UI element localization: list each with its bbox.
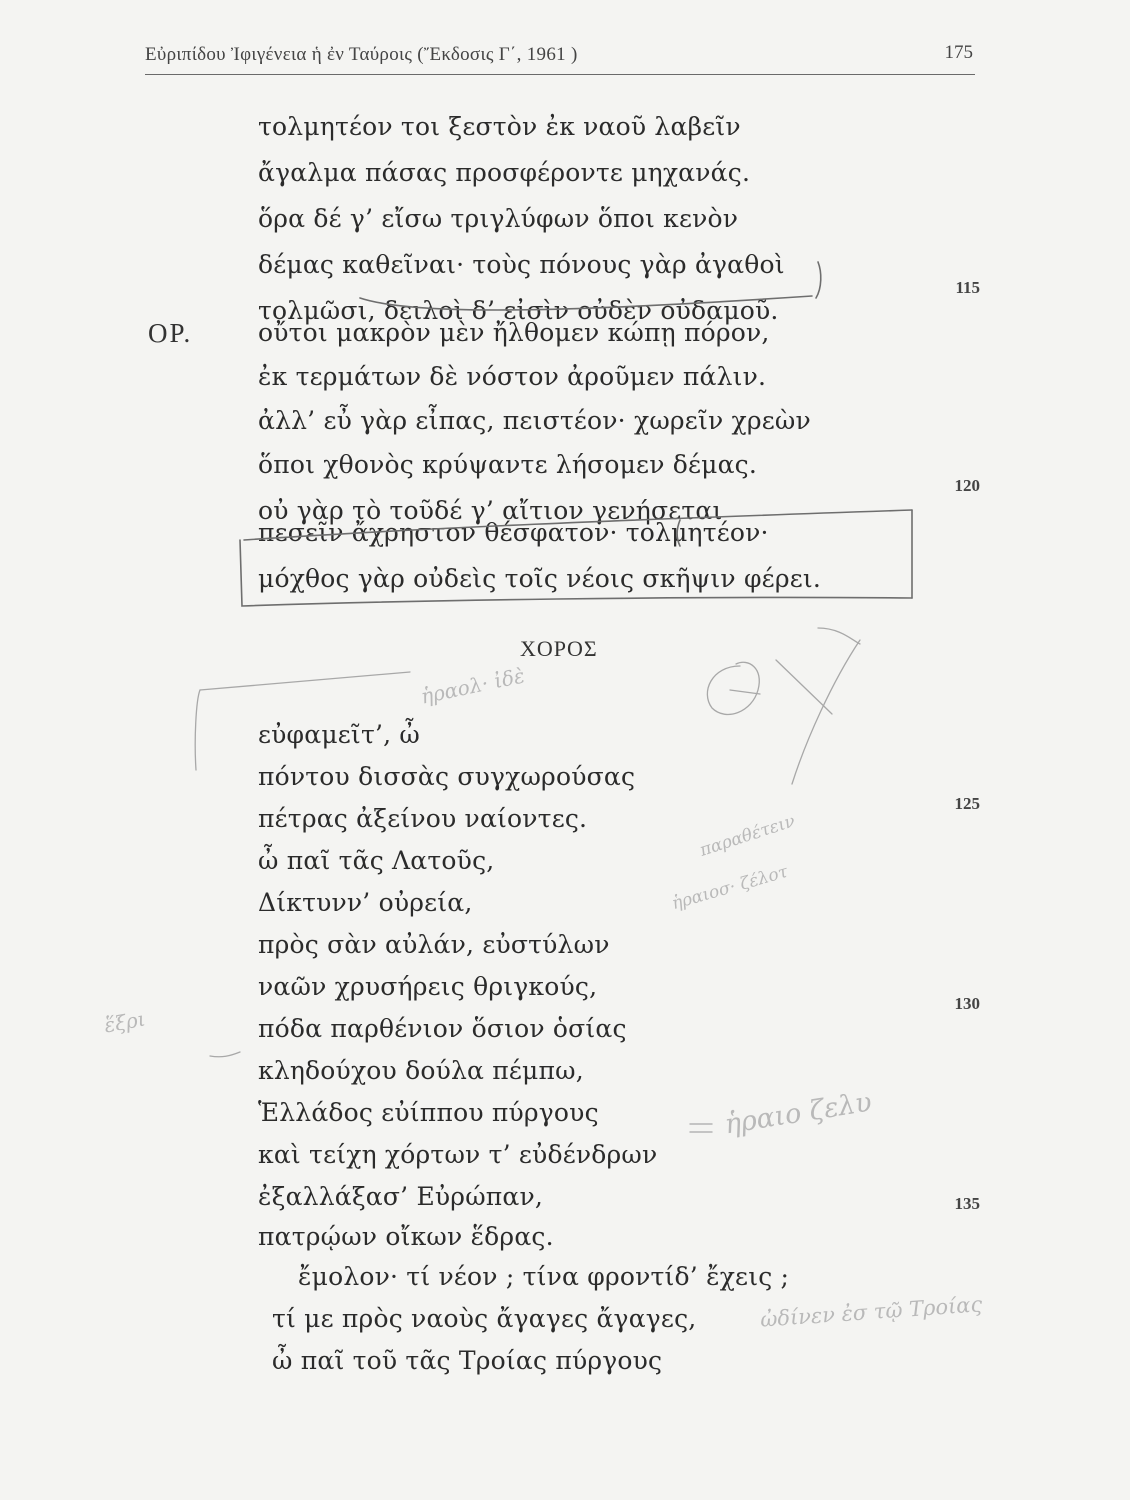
header-title: Εὐριπίδου Ἰφιγένεια ἡ ἐν Ταύροις (Ἔκδοσις Γ΄, 1961 ) bbox=[145, 44, 578, 65]
pencil-note: ἕξρι bbox=[102, 1006, 148, 1038]
running-header bbox=[145, 38, 975, 75]
verse-line: πεσεῖν ἄχρηστον θέσφατον· τολμητέον· bbox=[258, 518, 769, 547]
pencil-note: ὠδίνεν ἐσ τῷ Τροίας bbox=[759, 1292, 983, 1332]
verse-line: πόδα παρθένιον ὅσιον ὁσίας bbox=[258, 1014, 627, 1043]
verse-line: ἐξαλλάξασ’ Εὐρώπαν, bbox=[258, 1182, 544, 1211]
verse-line: πέτρας ἀξείνου ναίοντες. bbox=[258, 804, 588, 833]
page-number: 175 bbox=[944, 42, 973, 63]
pencil-note: ἡραολ· ἰδὲ bbox=[418, 663, 527, 709]
pencil-note: παραθέτειν bbox=[697, 811, 798, 861]
verse-line: ναῶν χρυσήρεις θριγκούς, bbox=[258, 972, 598, 1001]
verse-line: ἔμολον· τί νέον ; τίνα φροντίδ’ ἔχεις ; bbox=[298, 1262, 790, 1291]
verse-line: ὦ παῖ τοῦ τᾶς Τροίας πύργους bbox=[272, 1346, 663, 1375]
verse-line: οὐ γὰρ τὸ τοῦδέ γ’ αἴτιον γενήσεται bbox=[258, 496, 723, 525]
verse-line: ὅρα δέ γ’ εἴσω τριγλύφων ὅποι κενὸν bbox=[258, 204, 739, 233]
verse-line: τολμῶσι, δειλοὶ δ’ εἰσὶν οὐδὲν οὐδαμοῦ. bbox=[258, 296, 779, 325]
verse-line: Δίκτυνν’ οὐρεία, bbox=[258, 888, 473, 917]
chorus-heading: ΧΟΡΟΣ bbox=[520, 636, 598, 661]
verse-line: Ἑλλάδος εὐίππου πύργους bbox=[258, 1098, 599, 1127]
verse-line: ὦ παῖ τᾶς Λατοῦς, bbox=[258, 846, 495, 875]
line-number: 115 bbox=[955, 278, 980, 297]
verse-line: καὶ τείχη χόρτων τ’ εὐδένδρων bbox=[258, 1140, 658, 1169]
verse-line: οὔτοι μακρὸν μὲν ἤλθομεν κώπῃ πόρον, bbox=[258, 318, 770, 347]
verse-line: κληδούχου δούλα πέμπω, bbox=[258, 1056, 584, 1085]
line-number: 125 bbox=[954, 794, 980, 813]
verse-line: ἀλλ’ εὖ γὰρ εἶπας, πειστέον· χωρεῖν χρεὼν bbox=[258, 406, 811, 435]
verse-line: πόντου δισσὰς συγχωρούσας bbox=[258, 762, 636, 791]
verse-line: τολμητέον τοι ξεστὸν ἐκ ναοῦ λαβεῖν bbox=[258, 112, 741, 141]
verse-line: ὅποι χθονὸς κρύψαντε λήσομεν δέμας. bbox=[258, 450, 758, 479]
verse-line: πρὸς σὰν αὐλάν, εὐστύλων bbox=[258, 930, 610, 959]
pencil-note: ἡραιο ζελυ bbox=[722, 1086, 874, 1141]
line-number: 130 bbox=[954, 994, 980, 1013]
verse-line: μόχθος γὰρ οὐδεὶς τοῖς νέοις σκῆψιν φέρει. bbox=[258, 564, 822, 593]
speaker-label: ΟΡ. bbox=[148, 318, 193, 348]
verse-line: τί με πρὸς ναοὺς ἄγαγες ἄγαγες, bbox=[272, 1304, 697, 1333]
line-number: 120 bbox=[954, 476, 980, 495]
verse-line: ἄγαλμα πάσας προσφέροντε μηχανάς. bbox=[258, 158, 751, 187]
verse-line: πατρῴων οἴκων ἕδρας. bbox=[258, 1222, 554, 1251]
pencil-note: ἡραιοσ· ζέλοτ bbox=[669, 861, 791, 915]
verse-line: ἐκ τερμάτων δὲ νόστον ἀροῦμεν πάλιν. bbox=[258, 362, 767, 391]
verse-line: εὐφαμεῖτ’, ὦ bbox=[258, 720, 420, 749]
line-number: 135 bbox=[954, 1194, 980, 1213]
verse-line: δέμας καθεῖναι· τοὺς πόνους γὰρ ἀγαθοὶ bbox=[258, 250, 785, 279]
